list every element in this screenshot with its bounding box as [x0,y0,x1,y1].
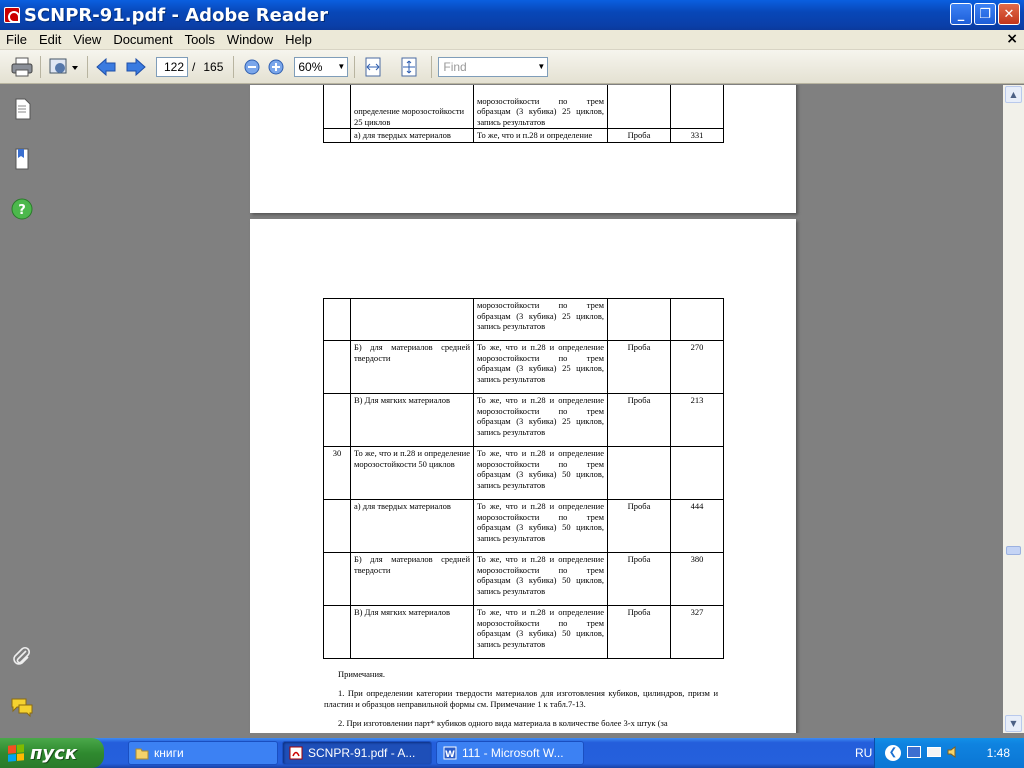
folder-icon [135,746,149,760]
table-cell [671,447,724,500]
sign-icon[interactable] [47,55,81,79]
note-paragraph: 1. При определении категории твердости материалов для изготовления кубиков, цилиндров, призм и пластин и образцов неправильной формы см. Примечание 1 к табл.7-13. [324,688,718,709]
table-cell: 331 [671,129,724,143]
notes-section [324,669,718,733]
taskbar-item-word[interactable] [436,741,584,765]
table-cell [608,299,671,341]
scroll-down-button[interactable]: ▼ [1005,715,1022,732]
taskbar [0,738,1024,768]
language-indicator[interactable]: RU [855,746,873,760]
table-cell [671,85,724,129]
table-row [324,299,724,341]
table-cell [324,129,351,143]
find-placeholder: Find [443,59,467,74]
navigation-panel [0,85,44,733]
table-cell: 30 [324,447,351,500]
zoom-in-icon[interactable] [264,55,288,79]
table-cell: 213 [671,394,724,447]
help-icon[interactable] [10,197,34,221]
notes-title: Примечания. [338,669,386,679]
document-view[interactable] [44,85,1003,733]
clock[interactable]: 1:48 [986,746,1010,760]
table-cell: а) для твердых материалов [351,500,474,553]
zoom-select[interactable] [294,57,348,77]
scroll-up-button[interactable]: ▲ [1005,86,1022,103]
total-pages: 165 [203,59,224,74]
table-cell: морозостойкости по трем образцам (3 кубика) 25 циклов, запись результатов [474,299,608,341]
task-label: 111 - Microsoft W... [462,746,564,760]
table-cell: В) Для мягких материалов [351,606,474,659]
page-number-input[interactable]: 122 [156,57,188,77]
print-icon[interactable] [10,55,34,79]
table-row [324,341,724,394]
table-cell [324,606,351,659]
start-label: пуск [30,742,78,764]
note-paragraph: 2. При изготовлении парт* кубиков одного вида материала в количестве более 3-х штук (за [338,718,668,728]
zoom-out-icon[interactable] [240,55,264,79]
table-cell [324,394,351,447]
table-cell: Проба [608,341,671,394]
document-table [323,85,724,143]
find-input[interactable] [438,57,548,77]
menu-tools[interactable]: Tools [184,32,215,47]
table-cell: То же, что и п.28 и определение морозостойкости по трем образцам (3 кубика) 25 циклов, запись результатов [474,394,608,447]
svg-text:W: W [445,750,455,760]
mail-icon[interactable] [927,747,941,757]
toolbar-separator [354,56,355,78]
menu-bar [0,30,1024,50]
table-cell: 380 [671,553,724,606]
svg-text:?: ? [18,203,26,218]
table-cell [608,447,671,500]
table-cell [608,85,671,129]
table-cell [324,553,351,606]
table-cell: Проба [608,500,671,553]
task-label: книги [154,746,184,760]
table-cell: Проба [608,129,671,143]
zoom-value: 60% [298,59,323,74]
start-button[interactable] [0,738,104,768]
taskbar-item-folder[interactable] [128,741,278,765]
table-row [324,606,724,659]
menu-view[interactable]: View [73,32,102,47]
table-cell [324,299,351,341]
table-cell [324,341,351,394]
attachments-icon[interactable] [10,645,34,669]
table-cell: 270 [671,341,724,394]
table-cell: 444 [671,500,724,553]
system-tray [855,738,1024,768]
toolbar-separator [431,56,432,78]
chevron-down-icon[interactable]: ▼ [337,61,346,71]
window-controls [950,3,1020,25]
document-close-button[interactable]: × [1006,31,1018,47]
table-cell [324,500,351,553]
table-cell: То же, что и п.28 и определение морозостойкости по трем образцам (3 кубика) 50 циклов, запись результатов [474,447,608,500]
menu-file[interactable]: File [6,32,27,47]
table-cell: Проба [608,606,671,659]
table-cell: Проба [608,394,671,447]
toolbar-separator [87,56,88,78]
adobe-reader-icon [4,7,20,23]
comments-icon[interactable] [10,695,34,719]
table-cell: 327 [671,606,724,659]
table-row [324,85,724,129]
next-page-icon[interactable] [124,55,148,79]
table-cell [351,299,474,341]
table-cell: То же, что и п.28 и определение морозостойкости по трем образцам (3 кубика) 25 циклов, запись результатов [474,341,608,394]
fit-page-icon[interactable] [397,55,421,79]
table-cell: а) для твердых материалов [351,129,474,143]
table-cell: То же, что и п.28 и определение [474,129,608,143]
table-cell: То же, что и п.28 и определение морозостойкости по трем образцам (3 кубика) 50 циклов, запись результатов [474,500,608,553]
table-cell: То же, что и п.28 и определение морозостойкости по трем образцам (3 кубика) 50 циклов, запись результатов [474,553,608,606]
pdf-page [250,85,796,213]
table-row [324,500,724,553]
page-separator: / [192,59,196,74]
fit-width-icon[interactable] [361,55,385,79]
document-table [323,298,724,659]
speaker-icon[interactable] [947,745,961,759]
table-cell [324,85,351,129]
table-cell: В) Для мягких материалов [351,394,474,447]
window-title: SCNPR-91.pdf - Adobe Reader [24,4,328,26]
title-bar [0,0,1024,30]
vertical-scrollbar[interactable] [1003,85,1024,733]
toolbar [0,50,1024,84]
expand-tray-icon[interactable]: ❮ [885,745,901,761]
network-icon[interactable] [907,746,921,758]
word-icon [443,746,457,760]
task-label: SCNPR-91.pdf - A... [308,746,416,760]
table-cell: Проба [608,553,671,606]
scroll-thumb[interactable] [1006,546,1021,555]
toolbar-separator [40,56,41,78]
table-row [324,447,724,500]
table-cell: Б) для материалов средней твердости [351,553,474,606]
menu-edit[interactable]: Edit [38,32,62,47]
table-cell: морозостойкости по трем образцам (3 кубика) 25 циклов, запись результатов [474,85,608,129]
table-row [324,394,724,447]
maximize-button[interactable]: ❐ [974,3,996,25]
pages-icon[interactable] [10,97,34,121]
toolbar-separator [233,56,234,78]
menu-window[interactable]: Window [226,32,274,47]
table-cell [671,299,724,341]
menu-help[interactable]: Help [285,32,312,47]
table-row [324,129,724,143]
table-cell: определение морозостойкости 25 циклов [351,85,474,129]
table-cell: То же, что и п.28 и определение морозостойкости по трем образцам (3 кубика) 50 циклов, запись результатов [474,606,608,659]
previous-page-icon[interactable] [94,55,118,79]
windows-logo-icon [8,744,24,761]
table-cell: То же, что и п.28 и определение морозостойкости 50 циклов [351,447,474,500]
pdf-page [250,219,796,733]
table-cell: Б) для материалов средней твердости [351,341,474,394]
chevron-down-icon[interactable]: ▼ [537,61,546,71]
menu-document[interactable]: Document [113,32,173,47]
table-row [324,553,724,606]
pdf-icon [289,746,303,760]
taskbar-item-adobe-reader[interactable] [282,741,432,765]
bookmarks-icon[interactable] [10,147,34,171]
close-button[interactable]: ✕ [998,3,1020,25]
minimize-button[interactable]: _ [950,3,972,25]
